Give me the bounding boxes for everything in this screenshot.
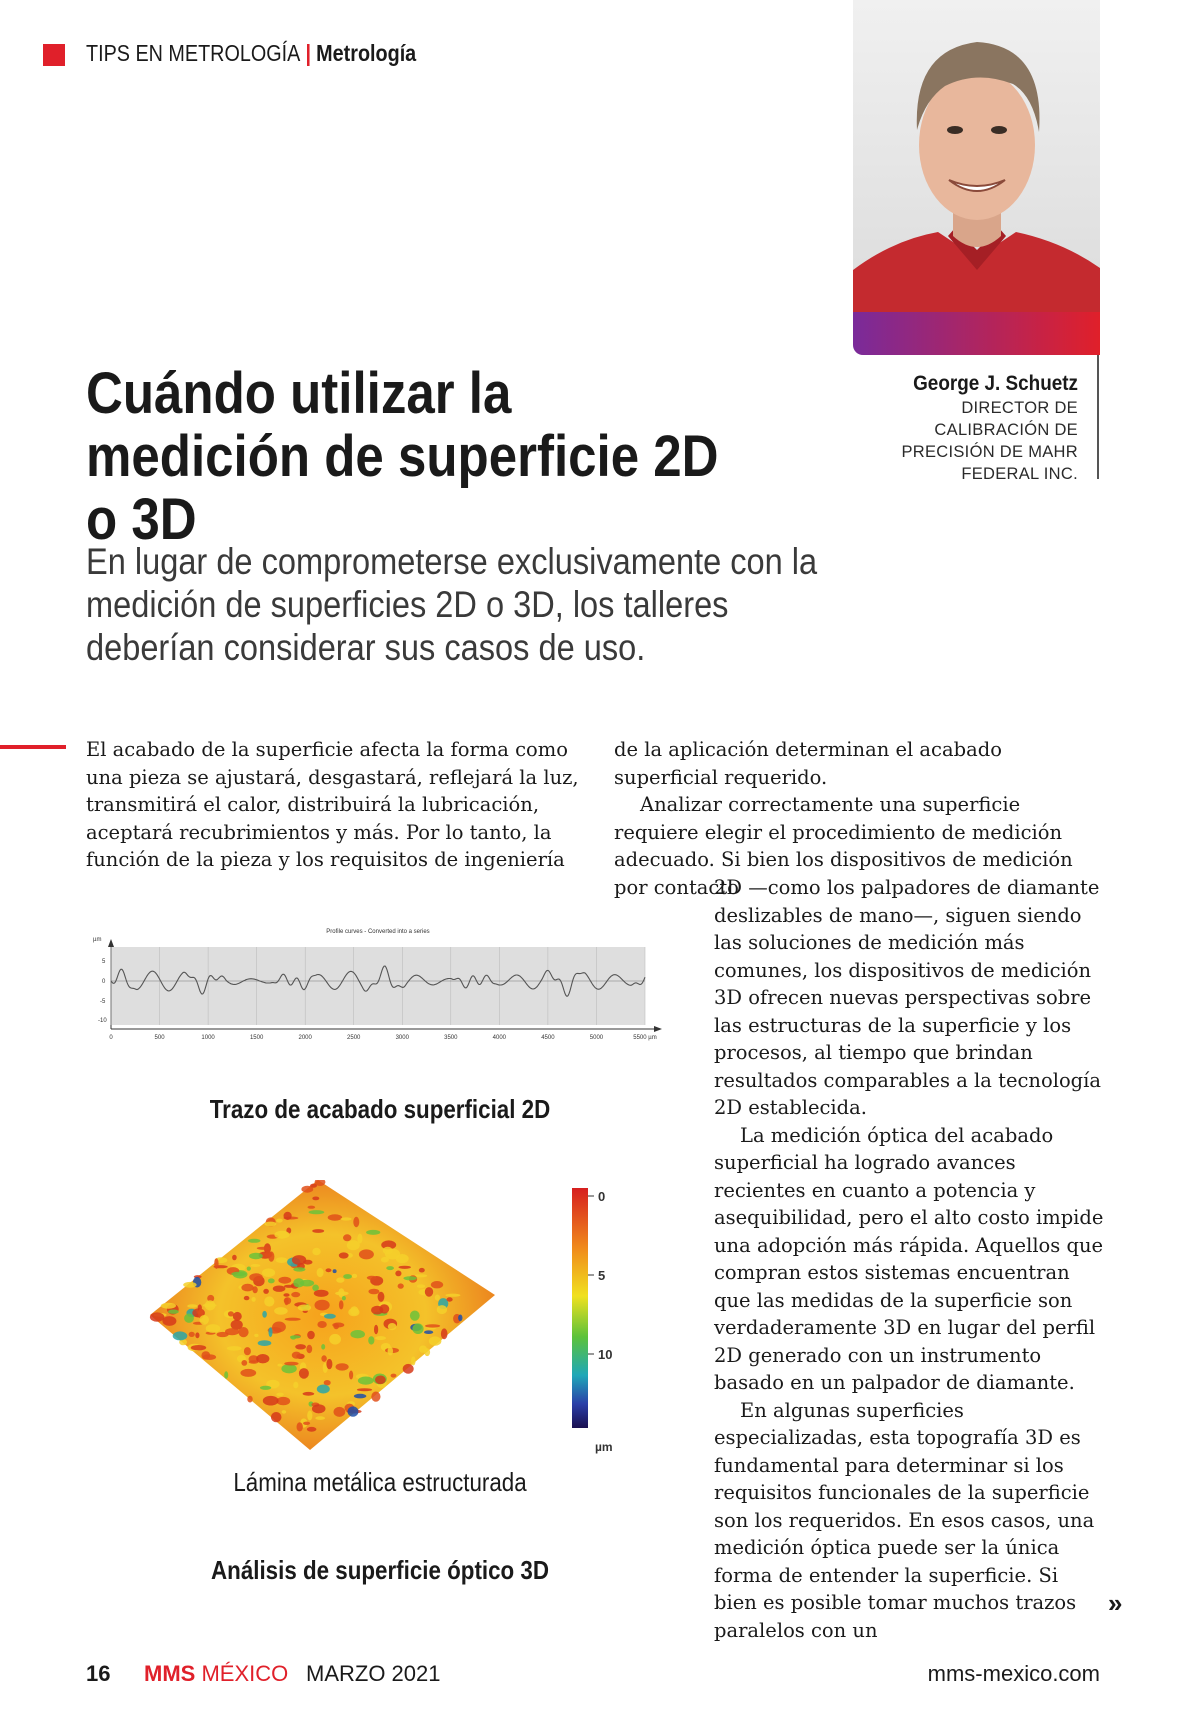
colorbar-tick: 5 — [598, 1268, 606, 1283]
surface-texture — [388, 1323, 397, 1330]
surface-texture — [244, 1347, 251, 1355]
surface-texture — [264, 1296, 274, 1306]
surface-texture — [276, 1219, 283, 1223]
surface-texture — [301, 1186, 313, 1193]
surface-texture — [367, 1276, 377, 1280]
surface-texture — [329, 1334, 341, 1345]
surface-texture — [368, 1289, 379, 1295]
continue-arrow-icon[interactable]: » — [1108, 1588, 1123, 1618]
surface-texture — [381, 1257, 389, 1263]
surface-texture — [232, 1255, 237, 1261]
surface-texture — [368, 1336, 374, 1344]
surface-texture — [290, 1335, 301, 1338]
y-tick: -10 — [98, 1018, 107, 1024]
surface-texture — [295, 1344, 306, 1349]
surface-texture — [307, 1331, 315, 1340]
surface-texture — [187, 1304, 197, 1308]
surface-texture — [339, 1300, 344, 1309]
surface-texture — [284, 1285, 294, 1288]
surface-texture — [264, 1222, 276, 1227]
surface-texture — [314, 1290, 329, 1297]
surface-texture — [335, 1291, 349, 1295]
surface-texture — [206, 1324, 221, 1333]
plot-title: Profile curves - Converted into a series — [326, 929, 430, 935]
surface-texture — [264, 1251, 272, 1257]
surface-texture — [375, 1336, 386, 1340]
surface-texture — [271, 1412, 282, 1422]
surface-texture — [184, 1314, 194, 1323]
body-column-2 — [714, 874, 1104, 1644]
surface-texture — [248, 1239, 261, 1243]
article-title: Cuándo utilizar la medición de superficie 2D o 3D — [86, 361, 719, 552]
category-label: Metrología — [316, 40, 417, 66]
header-separator: | — [305, 40, 312, 66]
figure-2d-caption: Trazo de acabado superficial 2D — [209, 1094, 551, 1124]
article-deck: En lugar de comprometerse exclusivamente con la medición de superficies 2D o 3D, los talleres deberían considerar sus casos de uso. — [86, 541, 818, 668]
surface-texture — [435, 1295, 440, 1301]
surface-texture — [403, 1364, 414, 1374]
author-role: DIRECTOR DE CALIBRACIÓN DE PRECISIÓN DE MAHR FEDERAL INC. — [901, 399, 1078, 483]
x-tick: 500 — [154, 1035, 165, 1041]
surface-texture — [309, 1210, 325, 1214]
surface-texture — [386, 1266, 394, 1270]
surface-texture — [189, 1332, 195, 1337]
surface-texture — [391, 1374, 397, 1378]
surface-texture — [359, 1249, 374, 1259]
x-tick: 0 — [109, 1035, 113, 1041]
surface-texture — [274, 1231, 289, 1239]
surface-texture — [291, 1292, 300, 1297]
surface-texture — [328, 1214, 342, 1220]
issue-date: MARZO 2021 — [306, 1661, 441, 1686]
surface-texture — [312, 1197, 319, 1201]
surface-texture — [412, 1323, 423, 1334]
figure-3d-caption: Análisis de superficie óptico 3D — [211, 1555, 549, 1585]
x-tick: 1500 — [249, 1035, 264, 1041]
surface-texture — [429, 1336, 442, 1345]
surface-texture — [388, 1347, 393, 1356]
surface-texture — [203, 1354, 216, 1360]
surface-texture — [276, 1257, 288, 1263]
paragraph: En algunas superficies especializadas, esta topografía 3D es fundamental para determinar si los requisitos funcionales de la superficie son los requeridos. En esos casos, una medición óptica puede ser la única forma de entender la superficie. Si bien es posible tomar muchos trazos paralelos con un — [714, 1398, 1095, 1642]
y-tick: 0 — [102, 979, 106, 985]
x-tick: 4500 — [541, 1035, 555, 1041]
surface-texture — [425, 1287, 433, 1297]
surface-texture — [315, 1416, 325, 1420]
page-number: 16 — [86, 1661, 111, 1686]
surface-texture — [205, 1300, 216, 1310]
colorbar-tick: 0 — [598, 1189, 606, 1204]
author-divider — [1097, 355, 1099, 479]
surface-texture — [191, 1345, 206, 1350]
x-tick: 2500 — [347, 1035, 361, 1041]
surface-texture — [297, 1422, 303, 1431]
surface-texture — [317, 1321, 326, 1328]
surface-texture — [269, 1327, 273, 1337]
surface-texture — [343, 1274, 352, 1279]
surface-texture — [251, 1264, 261, 1267]
surface-texture — [224, 1371, 228, 1379]
surface-texture — [168, 1310, 179, 1314]
surface-texture — [375, 1376, 386, 1385]
surface-texture — [326, 1359, 332, 1369]
surface-texture — [419, 1268, 425, 1273]
surface-texture — [258, 1340, 272, 1346]
surface-texture — [241, 1360, 247, 1366]
surface-texture — [425, 1324, 440, 1327]
surface-texture — [378, 1292, 385, 1302]
surface-texture — [349, 1371, 353, 1380]
surface-texture — [272, 1322, 286, 1333]
surface-texture — [321, 1344, 325, 1350]
surface-texture — [199, 1315, 209, 1325]
surface-texture — [273, 1286, 286, 1292]
surface-texture — [247, 1396, 252, 1403]
surface-texture — [282, 1410, 287, 1414]
publication-country: MÉXICO — [201, 1661, 289, 1686]
surface-texture — [240, 1369, 256, 1377]
x-tick: 5500 µm — [633, 1035, 657, 1041]
surface-texture — [292, 1255, 306, 1265]
surface-texture — [321, 1355, 326, 1362]
surface-texture — [324, 1380, 331, 1385]
surface-texture — [417, 1284, 425, 1288]
surface-texture — [277, 1364, 282, 1367]
section-header — [86, 40, 416, 67]
surface-texture — [251, 1297, 255, 1302]
surface-texture — [284, 1297, 291, 1304]
body-start-rule — [0, 745, 66, 749]
surface-texture — [353, 1217, 359, 1227]
surface-texture — [431, 1281, 443, 1288]
surface-texture — [312, 1404, 326, 1413]
surface-texture — [411, 1356, 416, 1365]
surface-texture — [183, 1282, 196, 1288]
surface-texture — [343, 1234, 351, 1241]
surface-texture — [231, 1272, 246, 1276]
surface-texture — [241, 1284, 253, 1292]
body-column-1 — [86, 736, 586, 874]
colorbar — [570, 1188, 650, 1458]
y-tick: 5 — [102, 959, 106, 965]
surface-texture — [445, 1294, 460, 1297]
surface-texture — [339, 1252, 349, 1258]
surface-texture — [315, 1300, 330, 1311]
publication-brand: MMS — [144, 1661, 196, 1686]
y-unit: µm — [93, 937, 102, 943]
surface-texture — [395, 1271, 401, 1277]
surface-texture — [324, 1314, 336, 1319]
surface-texture — [293, 1382, 298, 1389]
surface-texture — [173, 1331, 188, 1340]
publication-name — [144, 1661, 288, 1687]
x-tick: 5000 — [589, 1035, 604, 1041]
surface-texture — [342, 1296, 346, 1300]
colorbar-unit: µm — [595, 1440, 613, 1454]
x-tick: 1000 — [201, 1035, 215, 1041]
surface-texture — [333, 1269, 337, 1273]
surface-texture — [371, 1306, 383, 1315]
surface-texture — [371, 1392, 380, 1402]
surface-texture — [227, 1346, 242, 1351]
surface-texture — [262, 1311, 267, 1318]
paragraph: Analizar correctamente una superficie requiere elegir el procedimiento de medición adecuado. Si bien los dispositivos de medición por contacto — [614, 793, 1073, 899]
surface-texture — [424, 1348, 430, 1356]
surface-texture — [307, 1411, 312, 1421]
surface-texture — [268, 1278, 275, 1283]
figure-2d-profile — [88, 925, 668, 1060]
surface-texture — [150, 1312, 164, 1321]
surface-texture — [358, 1377, 374, 1385]
surface-texture — [312, 1229, 324, 1233]
surface-texture — [336, 1363, 349, 1370]
surface-texture — [317, 1385, 330, 1394]
surface-texture — [357, 1388, 372, 1391]
surface-texture — [263, 1289, 269, 1294]
paragraph: El acabado de la superficie afecta la forma como una pieza se ajustará, desgastará, reflejará la luz, transmitirá el calor, distribuirá la lubricación, aceptará recubrimientos y más. Por lo tanto, la función de la pieza y los requisitos de ingeniería — [86, 738, 579, 871]
surface-texture — [303, 1392, 315, 1396]
surface-texture — [326, 1268, 332, 1272]
surface-texture — [317, 1268, 324, 1277]
surface-texture — [254, 1334, 258, 1337]
surface-texture — [308, 1206, 316, 1209]
surface-texture — [348, 1308, 359, 1316]
surface-texture — [161, 1303, 176, 1309]
surface-texture — [399, 1266, 411, 1269]
surface-texture — [276, 1393, 284, 1397]
surface-texture — [334, 1407, 346, 1417]
surface-texture — [256, 1354, 269, 1363]
x-tick: 3500 — [444, 1035, 458, 1041]
surface-texture — [398, 1283, 404, 1288]
surface-texture — [403, 1276, 416, 1280]
surface-texture — [424, 1330, 433, 1334]
website-link[interactable]: mms-mexico.com — [927, 1661, 1100, 1686]
section-label: TIPS EN METROLOGÍA — [86, 40, 301, 66]
surface-texture — [284, 1212, 292, 1220]
surface-texture — [278, 1277, 291, 1284]
surface-texture — [332, 1323, 344, 1328]
surface-texture — [303, 1422, 310, 1425]
paragraph: La medición óptica del acabado superficial ha logrado avances recientes en cuanto a potencia y asequibilidad, pero el alto costo impide una adopción más rápida. Aquellos que compran estos sistemas encuentran que las medidas de la superficie son verdaderamente 3D en lugar del perfil 2D generado con un instrumento basado en un palpador de diamante. — [714, 1123, 1104, 1394]
surface-texture — [348, 1406, 359, 1416]
surface-texture — [262, 1268, 275, 1277]
surface-texture — [257, 1247, 271, 1250]
surface-texture — [306, 1345, 312, 1353]
author-name: George J. Schuetz — [913, 372, 1078, 395]
surface-texture — [312, 1248, 320, 1256]
surface-texture — [214, 1258, 218, 1269]
surface-texture — [249, 1273, 263, 1281]
surface-texture — [437, 1305, 447, 1314]
surface-texture — [285, 1318, 301, 1321]
surface-texture — [357, 1234, 362, 1244]
surface-texture — [341, 1217, 352, 1220]
surface-texture — [260, 1386, 271, 1390]
surface-texture — [447, 1297, 453, 1301]
surface-texture — [225, 1328, 239, 1335]
surface-texture — [352, 1274, 357, 1278]
surface-texture — [162, 1316, 176, 1326]
surface-texture — [366, 1230, 380, 1235]
paragraph: 2D —como los palpadores de diamante deslizables de mano—, siguen siendo las soluciones de medición más comunes, los dispositivos de medición 3D ofrecen nuevas perspectivas sobre las estructuras de la superficie y los procesos, al tiempo que brindan resultados comparables a la tecnología 2D establecida. — [714, 876, 1102, 1119]
surface-texture — [238, 1327, 248, 1337]
surface-texture — [354, 1394, 366, 1399]
surface-texture — [233, 1312, 242, 1321]
surface-texture — [293, 1267, 305, 1271]
y-tick: -5 — [100, 999, 106, 1005]
x-tick: 4000 — [492, 1035, 507, 1041]
surface-texture — [350, 1330, 365, 1338]
author-portrait — [853, 0, 1100, 355]
surface-texture — [299, 1368, 309, 1379]
surface-texture — [292, 1352, 301, 1359]
surface-texture — [300, 1280, 314, 1287]
x-tick: 2000 — [298, 1035, 312, 1041]
surface-texture — [283, 1293, 289, 1297]
figure-3d-surface — [140, 1180, 510, 1460]
surface-texture — [249, 1253, 263, 1259]
surface-texture — [441, 1328, 448, 1339]
paragraph: de la aplicación determinan el acabado superficial requerido. — [614, 738, 1002, 789]
surface-texture — [410, 1311, 420, 1321]
colorbar-tick: 10 — [598, 1347, 613, 1362]
surface-texture — [307, 1427, 317, 1432]
x-tick: 3000 — [395, 1035, 409, 1041]
surface-texture — [274, 1307, 288, 1315]
surface-texture — [244, 1296, 250, 1300]
surface-texture — [263, 1396, 279, 1406]
section-marker — [43, 44, 65, 66]
surface-texture — [374, 1325, 378, 1334]
surface-texture — [247, 1267, 251, 1271]
surface-texture — [284, 1362, 298, 1366]
surface-texture — [195, 1332, 199, 1338]
surface-texture — [458, 1315, 462, 1322]
figure-3d-subcaption: Lámina metálica estructurada — [233, 1467, 527, 1497]
surface-texture — [298, 1305, 311, 1311]
surface-texture — [336, 1277, 344, 1282]
surface-texture — [281, 1364, 296, 1373]
